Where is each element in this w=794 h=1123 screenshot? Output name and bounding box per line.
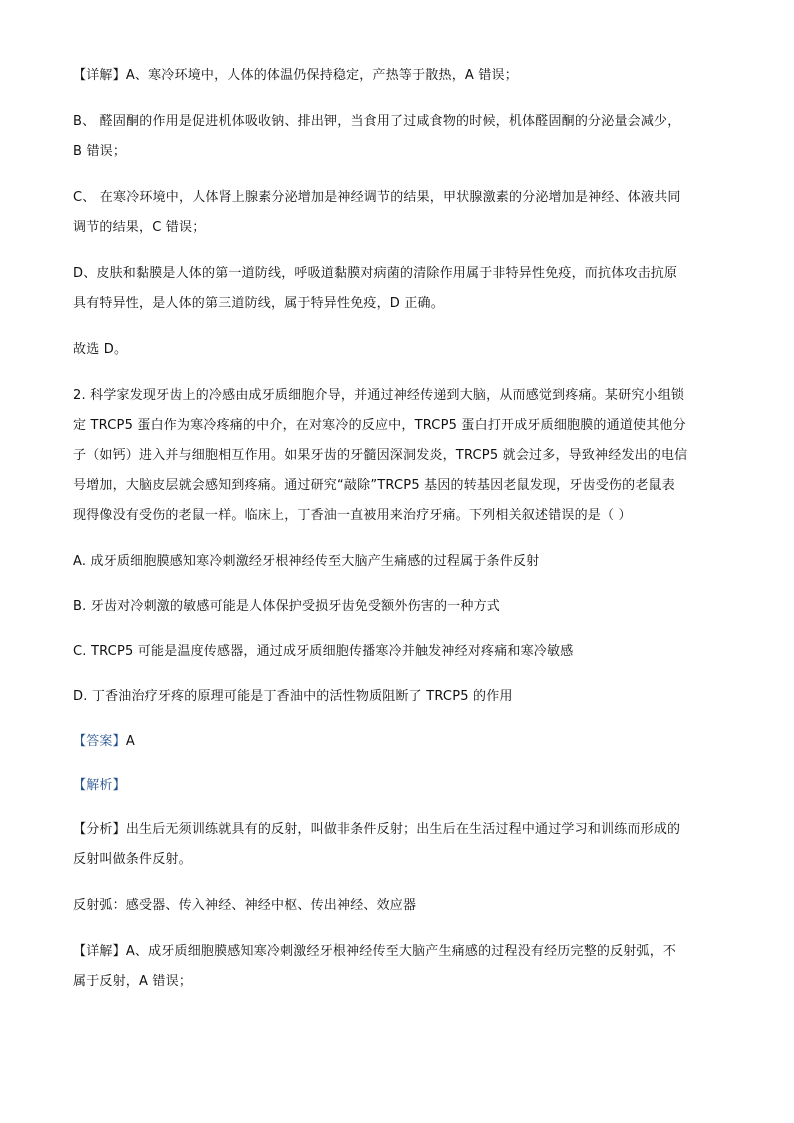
answer-value: A bbox=[125, 734, 135, 749]
fenxi-text: 出生后无须训练就具有的反射，叫做非条件反射；出生后在生活过程中通过学习和训练而形成的 bbox=[125, 822, 681, 837]
fenxi-line2: 反射叫做条件反射。 bbox=[73, 852, 192, 867]
question-stem-line: 2. 科学家发现牙齿上的冷感由成牙质细胞介导，并通过神经传递到大脑，从而感觉到疼痛。某研究小组锁 bbox=[73, 388, 685, 403]
choose-line: 故选 D。 bbox=[73, 342, 128, 357]
detail2-text: A、成牙质细胞膜感知寒冷刺激经牙根神经传至大脑产生痛感的过程没有经历完整的反射弧，不 bbox=[125, 944, 677, 959]
question-stem-line: 子（如钙）进入并与细胞相互作用。如果牙齿的牙髓因深洞发炎，TRCP5 就会过多，导致神经发出的电信 bbox=[73, 448, 688, 463]
question-stem-line: 定 TRCP5 蛋白作为寒冷疼痛的中介，在对寒冷的反应中，TRCP5 蛋白打开成牙质细胞膜的通道使其他分 bbox=[73, 418, 686, 433]
option-c: C. TRCP5 可能是温度传感器，通过成牙质细胞传播寒冷并触发神经对疼痛和寒冷敏感 bbox=[73, 644, 574, 659]
detail2-tag: 【详解】 bbox=[73, 944, 126, 959]
answer-tag: 【答案】 bbox=[73, 734, 126, 749]
fenxi-line1 bbox=[73, 821, 733, 839]
detail-a-line bbox=[73, 67, 733, 85]
answer-line bbox=[73, 733, 733, 751]
detail-b-line1: B、 醛固酮的作用是促进机体吸收钠、排出钾，当食用了过咸食物的时候，机体醛固酮的分泌量会减少， bbox=[73, 114, 681, 129]
detail-c-line2: 调节的结果，C 错误； bbox=[73, 220, 206, 235]
detail-c-line1: C、 在寒冷环境中，人体肾上腺素分泌增加是神经调节的结果，甲状腺激素的分泌增加是神经、体液共同 bbox=[73, 190, 681, 205]
option-a: A. 成牙质细胞膜感知寒冷刺激经牙根神经传至大脑产生痛感的过程属于条件反射 bbox=[73, 554, 540, 569]
question-stem-line: 号增加，大脑皮层就会感知到疼痛。通过研究“敲除”TRCP5 基因的转基因老鼠发现，牙齿受伤的老鼠表 bbox=[73, 478, 675, 493]
question-stem-line: 现得像没有受伤的老鼠一样。临床上，丁香油一直被用来治疗牙痛。下列相关叙述错误的是（ ） bbox=[73, 508, 632, 523]
analysis-tag: 【解析】 bbox=[73, 778, 126, 793]
detail-tag: 【详解】 bbox=[73, 68, 126, 83]
reflex-arc-line: 反射弧：感受器、传入神经、神经中枢、传出神经、效应器 bbox=[73, 898, 417, 913]
option-d: D. 丁香油治疗牙疼的原理可能是丁香油中的活性物质阻断了 TRCP5 的作用 bbox=[73, 689, 513, 704]
analysis-line bbox=[73, 777, 733, 795]
detail-d-line1: D、皮肤和黏膜是人体的第一道防线，呼吸道黏膜对病菌的清除作用属于非特异性免疫，而抗体攻击抗原 bbox=[73, 266, 678, 281]
detail-a-text: A、寒冷环境中，人体的体温仍保持稳定，产热等于散热，A 错误； bbox=[125, 68, 518, 83]
option-b: B. 牙齿对冷刺激的敏感可能是人体保护受损牙齿免受额外伤害的一种方式 bbox=[73, 599, 500, 614]
fenxi-tag: 【分析】 bbox=[73, 822, 126, 837]
detail-d-line2: 具有特异性，是人体的第三道防线，属于特异性免疫，D 正确。 bbox=[73, 296, 444, 311]
detail-b-line2: B 错误； bbox=[73, 144, 127, 159]
detail2-line2: 属于反射，A 错误； bbox=[73, 974, 193, 989]
detail2-line1 bbox=[73, 943, 733, 961]
